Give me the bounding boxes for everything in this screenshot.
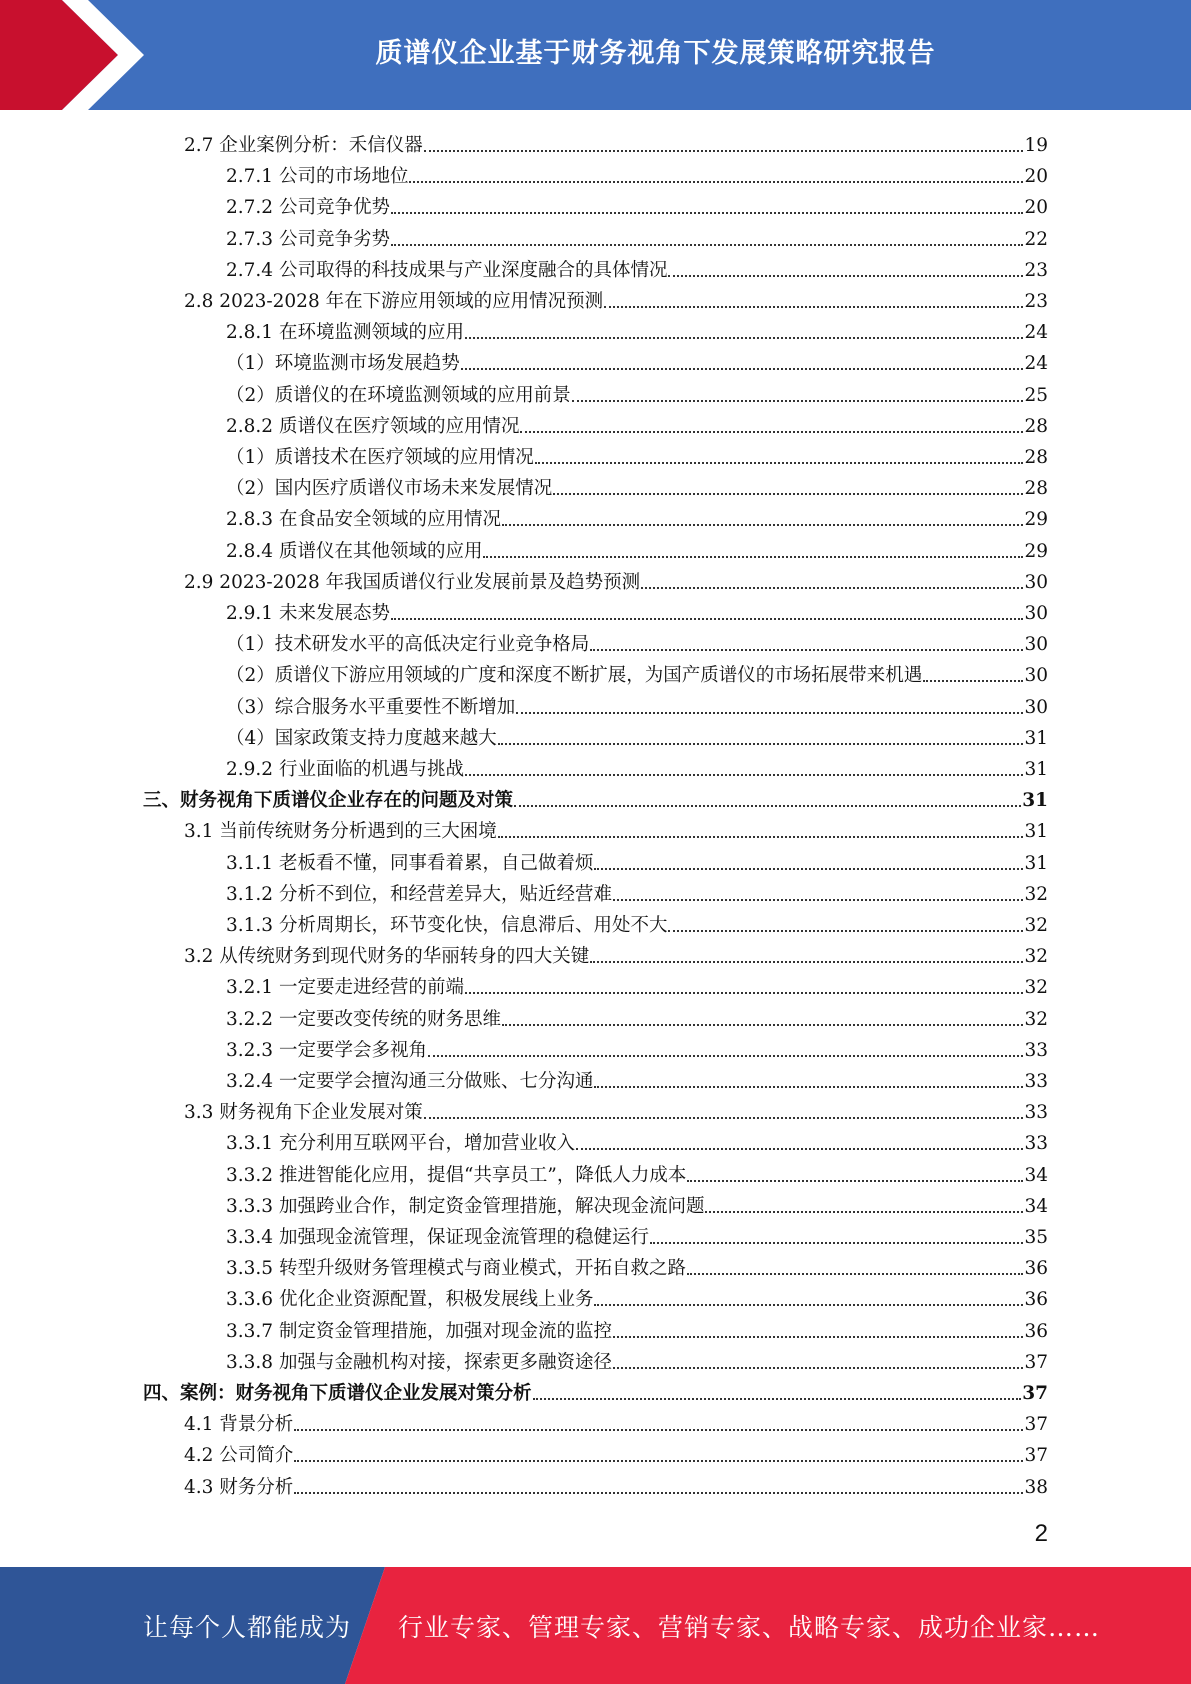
toc-entry[interactable] — [226, 1250, 1048, 1281]
toc-entry-page: 31 — [1022, 790, 1048, 812]
toc-dot-leader — [409, 181, 1023, 183]
toc-dot-leader — [483, 556, 1023, 558]
toc-entry[interactable] — [143, 1375, 1048, 1406]
toc-entry-label: 3.3.1 充分利用互联网平台，增加营业收入 — [226, 1133, 575, 1155]
toc-dot-leader — [613, 1367, 1023, 1369]
toc-entry-page: 24 — [1024, 322, 1048, 344]
page-number: 2 — [1034, 1520, 1048, 1547]
toc-entry-label: 3.2 从传统财务到现代财务的华丽转身的四大关键 — [184, 946, 590, 968]
toc-entry-page: 30 — [1024, 696, 1048, 718]
toc-entry[interactable] — [226, 501, 1048, 532]
toc-entry-page: 31 — [1024, 821, 1048, 843]
toc-entry-label: 2.9.1 未来发展态势 — [226, 603, 390, 624]
toc-entry[interactable] — [226, 1125, 1048, 1156]
toc-dot-leader — [687, 1180, 1023, 1182]
toc-dot-leader — [923, 680, 1023, 682]
toc-entry-page: 30 — [1024, 603, 1048, 624]
toc-entry-label: （2）国内医疗质谱仪市场未来发展情况 — [226, 478, 553, 500]
toc-entry-label: 2.8.3 在食品安全领域的应用情况 — [226, 509, 501, 531]
toc-dot-leader — [604, 306, 1023, 308]
toc-entry-page: 37 — [1024, 1445, 1048, 1467]
toc-entry[interactable] — [226, 158, 1048, 189]
toc-entry-page: 32 — [1024, 883, 1048, 905]
toc-entry[interactable] — [226, 1063, 1048, 1094]
toc-entry[interactable] — [226, 907, 1048, 938]
toc-entry-page: 24 — [1024, 353, 1048, 375]
toc-entry-label: （2）质谱仪下游应用领域的广度和深度不断扩展，为国产质谱仪的市场拓展带来机遇 — [226, 665, 923, 687]
toc-dot-leader — [424, 150, 1024, 152]
toc-entry-page: 36 — [1024, 1258, 1048, 1280]
toc-entry[interactable] — [226, 439, 1048, 470]
toc-dot-leader — [502, 524, 1023, 526]
toc-dot-leader — [668, 275, 1023, 277]
toc-entry[interactable] — [226, 345, 1048, 376]
toc-entry-label: （3）综合服务水平重要性不断增加 — [226, 696, 516, 718]
toc-entry-label: 2.9 2023-2028 年我国质谱仪行业发展前景及趋势预测 — [184, 571, 641, 593]
toc-entry-label: 3.1.3 分析周期长，环节变化快，信息滞后、用处不大 — [226, 915, 668, 936]
toc-entry[interactable] — [184, 127, 1048, 158]
toc-entry-page: 19 — [1024, 135, 1048, 156]
toc-entry[interactable] — [226, 1188, 1048, 1219]
toc-entry-page: 32 — [1024, 915, 1048, 936]
toc-entry-label: 3.1.1 老板看不懂，同事看着累，自己做着烦 — [226, 852, 594, 874]
toc-entry-label: 2.7 企业案例分析：禾信仪器 — [184, 135, 423, 156]
toc-entry[interactable] — [226, 751, 1048, 782]
toc-entry-page: 34 — [1024, 1195, 1048, 1217]
toc-dot-leader — [594, 1086, 1023, 1088]
toc-entry-label: 3.2.1 一定要走进经营的前端 — [226, 977, 464, 999]
toc-entry-label: （4）国家政策支持力度越来越大 — [226, 727, 497, 749]
toc-entry[interactable] — [226, 720, 1048, 751]
page-footer — [0, 1567, 1191, 1684]
toc-dot-leader — [594, 1304, 1023, 1306]
toc-entry-label: 4.2 公司简介 — [184, 1445, 294, 1467]
toc-entry-label: 3.2.4 一定要学会擅沟通三分做账、七分沟通 — [226, 1071, 594, 1092]
toc-entry-page: 36 — [1024, 1320, 1048, 1342]
toc-entry-label: 2.7.4 公司取得的科技成果与产业深度融合的具体情况 — [226, 259, 668, 281]
toc-entry-label: （1）技术研发水平的高低决定行业竞争格局 — [226, 634, 590, 656]
toc-entry[interactable] — [226, 689, 1048, 720]
toc-entry[interactable] — [184, 1406, 1048, 1437]
toc-dot-leader — [553, 493, 1023, 495]
toc-dot-leader — [668, 930, 1023, 932]
toc-entry-page: 31 — [1024, 852, 1048, 874]
toc-entry-label: 四、案例：财务视角下质谱仪企业发展对策分析 — [143, 1383, 532, 1404]
toc-entry-label: 三、财务视角下质谱仪企业存在的问题及对策 — [143, 790, 514, 812]
toc-entry[interactable] — [226, 969, 1048, 1000]
toc-dot-leader — [391, 212, 1023, 214]
toc-entry-label: 3.3.5 转型升级财务管理模式与商业模式，开拓自救之路 — [226, 1258, 686, 1280]
toc-dot-leader — [514, 805, 1021, 807]
toc-dot-leader — [294, 1429, 1023, 1431]
toc-entry-label: 3.2.2 一定要改变传统的财务思维 — [226, 1008, 501, 1030]
toc-entry-label: 3.3.6 优化企业资源配置，积极发展线上业务 — [226, 1289, 594, 1311]
toc-entry[interactable] — [226, 1001, 1048, 1032]
toc-entry-page: 35 — [1024, 1227, 1048, 1248]
toc-dot-leader — [294, 1460, 1023, 1462]
toc-entry-label: 4.3 财务分析 — [184, 1476, 294, 1498]
toc-entry-label: （2）质谱仪的在环境监测领域的应用前景 — [226, 384, 571, 406]
toc-entry-page: 30 — [1024, 571, 1048, 593]
toc-entry-page: 30 — [1024, 665, 1048, 687]
toc-dot-leader — [535, 462, 1024, 464]
toc-dot-leader — [520, 431, 1023, 433]
toc-dot-leader — [391, 244, 1023, 246]
toc-entry[interactable] — [226, 845, 1048, 876]
page-header — [0, 0, 1191, 110]
toc-entry[interactable] — [184, 813, 1048, 844]
toc-entry[interactable] — [226, 1281, 1048, 1312]
toc-entry-label: 2.8.4 质谱仪在其他领域的应用 — [226, 540, 483, 562]
toc-dot-leader — [650, 1242, 1023, 1244]
toc-entry-label: 3.3.4 加强现金流管理，保证现金流管理的稳健运行 — [226, 1227, 649, 1248]
toc-entry-page: 31 — [1024, 727, 1048, 749]
toc-entry-page: 33 — [1024, 1102, 1048, 1124]
toc-entry[interactable] — [226, 657, 1048, 688]
toc-entry-label: 2.7.2 公司竞争优势 — [226, 197, 390, 219]
toc-dot-leader — [594, 868, 1023, 870]
toc-entry-page: 34 — [1024, 1164, 1048, 1186]
toc-entry[interactable] — [184, 1094, 1048, 1125]
toc-dot-leader — [294, 1492, 1023, 1494]
toc-entry-label: 3.1 当前传统财务分析遇到的三大困境 — [184, 821, 497, 843]
toc-entry-page: 20 — [1024, 197, 1048, 219]
toc-entry[interactable] — [226, 626, 1048, 657]
toc-entry-page: 33 — [1024, 1071, 1048, 1092]
toc-entry-page: 23 — [1024, 259, 1048, 281]
toc-entry-page: 33 — [1024, 1039, 1048, 1061]
toc-entry[interactable] — [226, 533, 1048, 564]
toc-entry-page: 37 — [1022, 1383, 1048, 1404]
toc-dot-leader — [613, 1336, 1023, 1338]
toc-entry-page: 28 — [1024, 447, 1048, 468]
toc-entry-label: 3.1.2 分析不到位，和经营差异大，贴近经营难 — [226, 883, 612, 905]
toc-dot-leader — [498, 836, 1024, 838]
toc-entry[interactable] — [226, 221, 1048, 252]
toc-entry[interactable] — [226, 252, 1048, 283]
toc-entry[interactable] — [226, 1219, 1048, 1250]
toc-dot-leader — [391, 618, 1023, 620]
toc-entry-label: 4.1 背景分析 — [184, 1414, 294, 1436]
toc-dot-leader — [502, 1024, 1023, 1026]
toc-entry[interactable] — [184, 1469, 1048, 1500]
toc-dot-leader — [465, 992, 1023, 994]
toc-dot-leader — [516, 712, 1023, 714]
toc-entry-label: 2.8.2 质谱仪在医疗领域的应用情况 — [226, 415, 520, 437]
toc-entry-label: 2.7.3 公司竞争劣势 — [226, 228, 390, 250]
toc-entry-page: 25 — [1024, 384, 1048, 406]
toc-dot-leader — [613, 899, 1023, 901]
toc-entry-page: 28 — [1024, 415, 1048, 437]
toc-dot-leader — [641, 587, 1023, 589]
toc-entry-page: 33 — [1024, 1133, 1048, 1155]
toc-entry[interactable] — [184, 1437, 1048, 1468]
toc-entry-page: 37 — [1024, 1414, 1048, 1436]
toc-entry-label: （1）环境监测市场发展趋势 — [226, 353, 460, 375]
toc-entry[interactable] — [226, 1032, 1048, 1063]
toc-entry[interactable] — [226, 470, 1048, 501]
toc-dot-leader — [424, 1117, 1024, 1119]
toc-entry[interactable] — [143, 782, 1048, 813]
toc-entry-label: 2.8 2023-2028 年在下游应用领域的应用情况预测 — [184, 291, 604, 312]
toc-entry[interactable] — [226, 876, 1048, 907]
toc-entry-page: 22 — [1024, 228, 1048, 250]
toc-dot-leader — [572, 400, 1024, 402]
footer-slogan-left: 让每个人都能成为 — [143, 1612, 352, 1642]
toc-entry[interactable] — [226, 408, 1048, 439]
toc-entry-page: 28 — [1024, 478, 1048, 500]
toc-entry-label: （1）质谱技术在医疗领域的应用情况 — [226, 447, 534, 468]
header-chevron-graphic — [0, 0, 150, 110]
toc-entry-page: 20 — [1024, 166, 1048, 188]
toc-entry[interactable] — [226, 1313, 1048, 1344]
toc-dot-leader — [428, 1055, 1023, 1057]
toc-entry[interactable] — [226, 314, 1048, 345]
toc-entry-label: 3.3.3 加强跨业合作，制定资金管理措施，解决现金流问题 — [226, 1195, 705, 1217]
toc-dot-leader — [533, 1398, 1022, 1400]
toc-entry-page: 32 — [1024, 1008, 1048, 1030]
toc-dot-leader — [576, 1148, 1023, 1150]
toc-entry[interactable] — [226, 377, 1048, 408]
toc-dot-leader — [498, 743, 1024, 745]
footer-slogan-right: 行业专家、管理专家、营销专家、战略专家、成功企业家…… — [398, 1612, 1101, 1642]
toc-entry-page: 37 — [1024, 1351, 1048, 1373]
toc-entry[interactable] — [226, 595, 1048, 626]
toc-entry[interactable] — [184, 938, 1048, 969]
toc-entry[interactable] — [184, 283, 1048, 314]
toc-dot-leader — [590, 961, 1023, 963]
toc-dot-leader — [590, 649, 1023, 651]
toc-entry-page: 29 — [1024, 509, 1048, 531]
toc-entry-page: 31 — [1024, 759, 1048, 780]
report-title: 质谱仪企业基于财务视角下发展策略研究报告 — [375, 37, 936, 69]
toc-entry[interactable] — [184, 564, 1048, 595]
toc-dot-leader — [705, 1211, 1023, 1213]
toc-entry-label: 2.9.2 行业面临的机遇与挑战 — [226, 759, 464, 780]
toc-dot-leader — [465, 774, 1023, 776]
toc-entry[interactable] — [226, 189, 1048, 220]
toc-entry[interactable] — [226, 1344, 1048, 1375]
toc-entry-page: 29 — [1024, 540, 1048, 562]
toc-entry-label: 3.3.8 加强与金融机构对接，探索更多融资途径 — [226, 1351, 612, 1373]
toc-entry-page: 32 — [1024, 977, 1048, 999]
toc-entry[interactable] — [226, 1157, 1048, 1188]
toc-entry-page: 38 — [1024, 1476, 1048, 1498]
toc-entry-page: 36 — [1024, 1289, 1048, 1311]
toc-dot-leader — [465, 337, 1023, 339]
toc-entry-page: 23 — [1024, 291, 1048, 312]
toc-entry-page: 32 — [1024, 946, 1048, 968]
toc-dot-leader — [461, 368, 1024, 370]
toc-entry-label: 2.8.1 在环境监测领域的应用 — [226, 322, 464, 344]
toc-entry-label: 3.3 财务视角下企业发展对策 — [184, 1102, 423, 1124]
toc-entry-label: 2.7.1 公司的市场地位 — [226, 166, 409, 188]
toc-entry-label: 3.2.3 一定要学会多视角 — [226, 1039, 427, 1061]
toc-dot-leader — [687, 1273, 1023, 1275]
toc-entry-label: 3.3.2 推进智能化应用，提倡“共享员工”，降低人力成本 — [226, 1164, 687, 1186]
toc-entry-label: 3.3.7 制定资金管理措施，加强对现金流的监控 — [226, 1320, 612, 1342]
toc-entry-page: 30 — [1024, 634, 1048, 656]
